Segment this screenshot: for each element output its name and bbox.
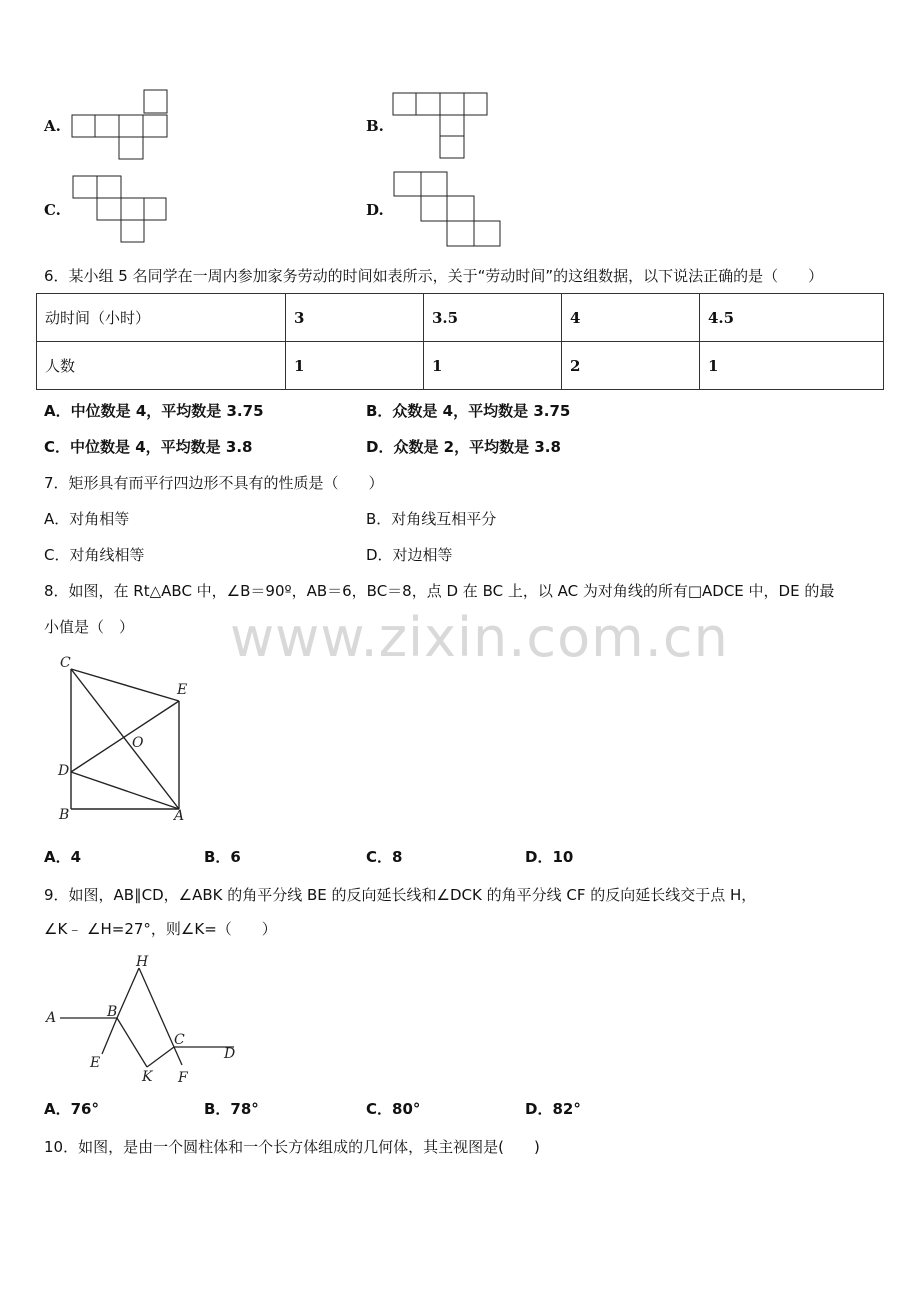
q8-option-c[interactable]: C．8 [366, 848, 403, 866]
table-cell: 动时间（小时） [37, 294, 286, 342]
option-b-label: B. [366, 117, 384, 135]
label-o: O [132, 735, 144, 751]
label-d: D [224, 1046, 236, 1062]
label-a: A [174, 808, 185, 824]
q8-option-b[interactable]: B．6 [204, 848, 241, 866]
q9-option-a[interactable]: A．76° [44, 1100, 99, 1118]
label-k: K [142, 1069, 153, 1085]
q8-option-d[interactable]: D．10 [525, 848, 574, 866]
label-a: A [46, 1010, 57, 1026]
table-cell: 1 [424, 342, 562, 390]
q9-option-c[interactable]: C．80° [366, 1100, 421, 1118]
table-cell: 3.5 [424, 294, 562, 342]
q6-option-c[interactable]: C．中位数是 4，平均数是 3.8 [44, 438, 253, 456]
q9-option-b[interactable]: B．78° [204, 1100, 259, 1118]
table-cell: 1 [700, 342, 884, 390]
question-9-stem-line2: ∠K﹣ ∠H=27°，则∠K=（ ） [44, 920, 277, 938]
q8-option-a[interactable]: A．4 [44, 848, 82, 866]
question-8-stem-line1: 8．如图，在 Rt△ABC 中，∠B＝90º，AB＝6，BC＝8，点 D 在 BC 上，以 AC 为对角线的所有□ADCE 中，DE 的最 [44, 582, 835, 600]
table-cell: 人数 [37, 342, 286, 390]
table-cell: 4.5 [700, 294, 884, 342]
label-d: D [58, 763, 70, 779]
q6-option-b[interactable]: B．众数是 4，平均数是 3.75 [366, 402, 571, 420]
question-6-stem: 6．某小组 5 名同学在一周内参加家务劳动的时间如表所示，关于“劳动时间”的这组数据，以下说法正确的是（ ） [44, 267, 824, 285]
net-figure-c [73, 176, 169, 244]
option-a-label: A. [44, 117, 61, 135]
label-b: B [59, 807, 70, 823]
net-figure-a [72, 90, 172, 160]
table-cell: 4 [562, 294, 700, 342]
label-c: C [60, 655, 71, 671]
net-figure-d [394, 172, 504, 248]
angle-bisector-figure [44, 950, 244, 1090]
question-7-stem: 7．矩形具有而平行四边形不具有的性质是（ ） [44, 474, 384, 492]
q7-option-c[interactable]: C．对角线相等 [44, 546, 145, 564]
q7-option-b[interactable]: B．对角线互相平分 [366, 510, 497, 528]
label-e: E [177, 682, 188, 698]
label-f: F [178, 1070, 188, 1086]
parallelogram-figure [56, 654, 196, 824]
table-row [37, 342, 884, 390]
label-h: H [136, 954, 149, 970]
q7-option-a[interactable]: A．对角相等 [44, 510, 130, 528]
q6-option-d[interactable]: D．众数是 2，平均数是 3.8 [366, 438, 561, 456]
table-cell: 2 [562, 342, 700, 390]
label-b: B [107, 1004, 118, 1020]
q6-option-a[interactable]: A．中位数是 4，平均数是 3.75 [44, 402, 264, 420]
q7-option-d[interactable]: D．对边相等 [366, 546, 453, 564]
option-c-label: C. [44, 201, 61, 219]
question-10-stem: 10．如图，是由一个圆柱体和一个长方体组成的几何体，其主视图是( ) [44, 1138, 540, 1156]
label-c: C [174, 1032, 185, 1048]
table-cell: 3 [286, 294, 424, 342]
watermark: www.zixin.com.cn [230, 606, 729, 669]
question-8-stem-line2: 小值是（ ） [44, 618, 135, 636]
labor-time-table [36, 293, 884, 390]
option-d-label: D. [366, 201, 384, 219]
q9-option-d[interactable]: D．82° [525, 1100, 581, 1118]
table-cell: 1 [286, 342, 424, 390]
net-figure-b [393, 93, 493, 159]
label-e: E [90, 1055, 101, 1071]
table-row [37, 294, 884, 342]
question-9-stem-line1: 9．如图，AB∥CD，∠ABK 的角平分线 BE 的反向延长线和∠DCK 的角平分线 CF 的反向延长线交于点 H， [44, 886, 757, 904]
